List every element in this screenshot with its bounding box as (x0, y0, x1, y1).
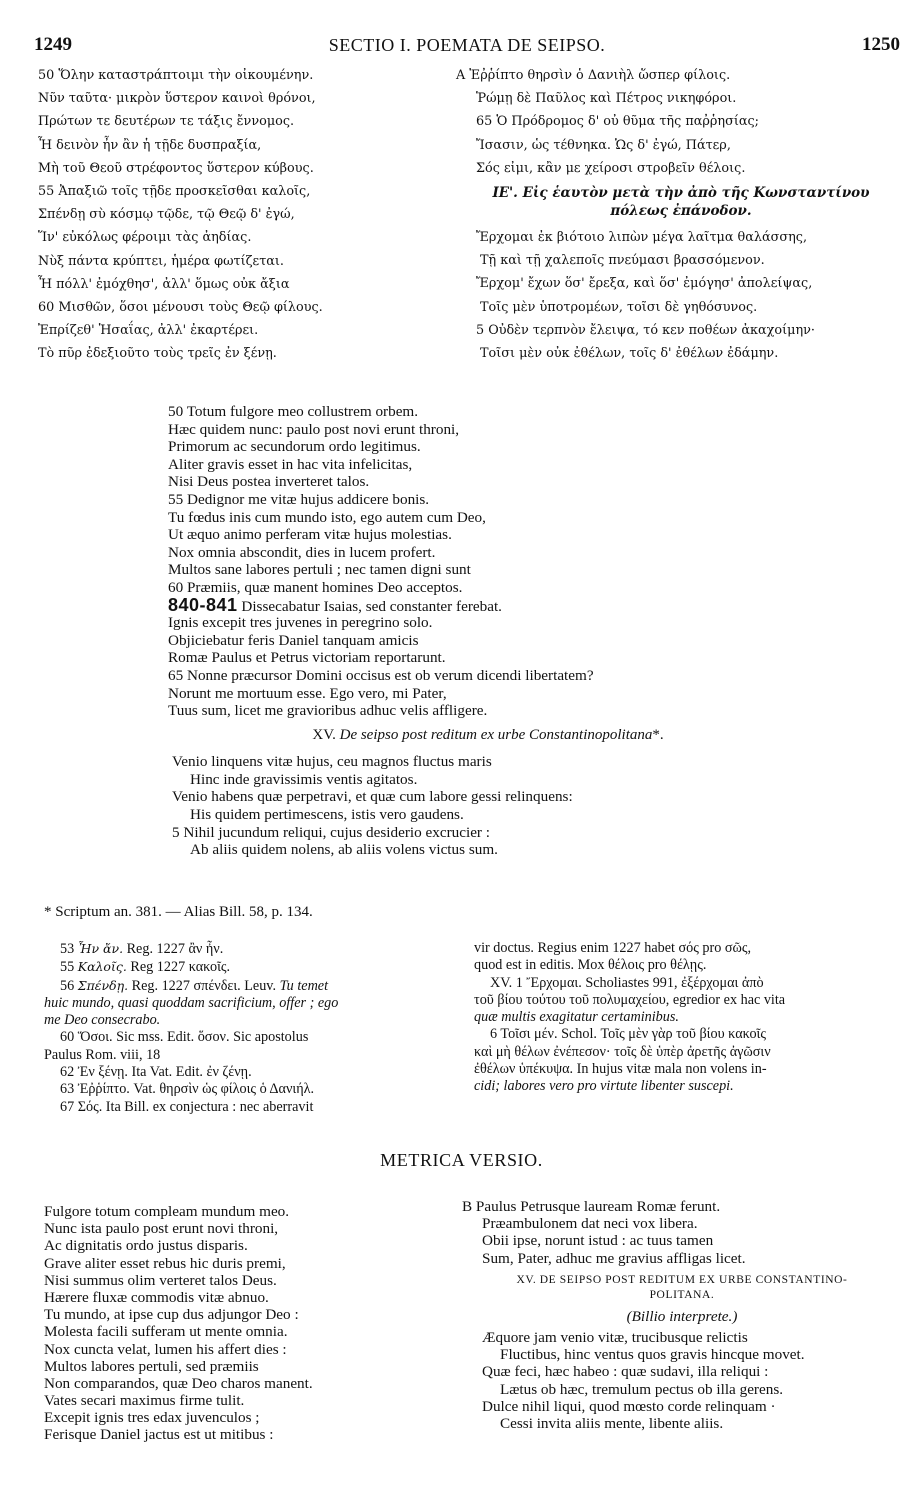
verse-line: Nunc ista paulo post erunt novi throni, (44, 1220, 279, 1238)
note-line: 63 Ἐῤῥίπτο. Vat. θηρσὶν ὡς φίλοις ὁ Δανιήλ. (60, 1081, 315, 1098)
greek-line: Νὺξ πάντα κρύπτει, ἡμέρα φωτίζεται. (38, 253, 284, 269)
verse-left-column (44, 1203, 464, 1444)
note-line (44, 958, 464, 976)
note-italic: me Deo consecrabo. (44, 1012, 161, 1029)
verse-poem-title: POLITANA. (649, 1288, 715, 1301)
greek-line: A Ἐῤῥίπτο θηρσὶν ὁ Δανιὴλ ὥσπερ φίλοις. (456, 68, 731, 83)
verse-line: B Paulus Petrusque lauream Romæ ferunt. (462, 1198, 721, 1215)
greek-poem-title-line: πόλεως ἐπάνοδον. (610, 202, 752, 219)
verse-line: Fluctibus, hinc ventus quos gravis hincque movet. (500, 1346, 805, 1364)
note-italic: huic mundo, quasi quoddam sacrificium, offer ; ego (44, 994, 339, 1011)
verse-line: Non comparandos, quæ Deo charos manent. (44, 1374, 313, 1392)
latin-line: Hæc quidem nunc: paulo post novi erunt throni, (168, 420, 460, 438)
latin-line-with-marker (168, 594, 808, 615)
latin-line: Hinc inde gravissimis ventis agitatos. (190, 770, 418, 788)
verse-line: Quæ feci, hæc habeo : quæ sudavi, illa reliqui : (482, 1363, 769, 1381)
note-line (44, 995, 464, 1012)
latin-line: Tuus sum, licet me gravioribus adhuc velis affligere. (168, 702, 488, 720)
page-number-right: 1250 (862, 34, 900, 55)
verse-line: Sum, Pater, adhuc me gravius affligas licet. (482, 1249, 746, 1267)
latin-line: 60 Præmiis, quæ manent homines Deo acceptos. (168, 578, 463, 596)
note-line: 62 Ἐν ξένῃ. Ita Vat. Edit. ἐν ζένῃ. (60, 1064, 252, 1081)
note-line (44, 977, 464, 995)
verse-line: Ferisque Daniel jactus est ut mitibus : (44, 1426, 274, 1444)
greek-line: Ἴσασιν, ὡς τέθνηκα. Ὡς δ' ἐγώ, Πάτερ, (476, 137, 731, 153)
column-number-marker: 840-841 (168, 594, 238, 615)
note-line: Paulus Rom. viii, 18 (44, 1046, 161, 1063)
latin-poem-title (168, 720, 808, 754)
verse-line: Cessi invita aliis mente, libente aliis. (500, 1414, 724, 1432)
greek-line: Ἦ πόλλ' ἐμόχθησ', ἀλλ' ὅμως οὐκ ἄξια (38, 276, 290, 292)
latin-translation (168, 403, 808, 859)
footnote-mark: *. (652, 726, 664, 743)
verse-right-column (462, 1198, 902, 1432)
note-line: quod est in editis. Mox θέλοις pro θέλῃς. (474, 957, 707, 974)
note-line (474, 1078, 904, 1095)
verse-line: Molesta facili sufferam ut mente omnia. (44, 1323, 288, 1341)
verse-line: Vates secari maximus firme tulit. (44, 1392, 245, 1410)
verse-line: Obii ipse, norunt istud : ac tuus tamen (482, 1232, 714, 1250)
greek-line: Μὴ τοῦ Θεοῦ στρέφοντος ὕστερον κύβους. (38, 160, 314, 176)
greek-line: Ἐπρίζεθ' Ἡσαΐας, ἀλλ' ἐκαρτέρει. (38, 323, 259, 339)
greek-line: Ἦ δεινὸν ἦν ἂν ἡ τῇδε δυσπραξία, (38, 137, 262, 153)
footnote: * Scriptum an. 381. — Alias Bill. 58, p. 134. (44, 904, 313, 920)
note-line (44, 1012, 464, 1029)
note-text: Reg 1227 κακοῖς. (126, 959, 231, 976)
page-header (34, 34, 900, 58)
greek-line: Τοῖς μὲν ὑποτρομέων, τοῖσι δὲ γηθόσυνος. (480, 299, 758, 315)
notes-right-column (474, 940, 904, 1096)
greek-line: Σός εἰμι, κἂν με χείροσι στροβεῖν θέλοις. (476, 160, 746, 176)
note-line: καὶ μὴ θέλων ἐνέπεσον· τοῖς δὲ ὑπὲρ ἀρετῆς ἀγῶσιν (474, 1043, 771, 1060)
verse-line: Præambulonem dat neci vox libera. (482, 1215, 698, 1233)
greek-poem-title (456, 180, 906, 226)
latin-line: 55 Dedignor me vitæ hujus addicere bonis. (168, 490, 430, 508)
greek-line: Τὸ πῦρ ἐδεξιοῦτο τοὺς τρεῖς ἐν ξένῃ. (38, 346, 277, 362)
latin-line: Norunt me mortuum esse. Ego vero, mi Pater, (168, 684, 447, 702)
verse-line: Nox cuncta velat, lumen his affert dies : (44, 1340, 287, 1358)
latin-line: Romæ Paulus et Petrus victoriam reportarunt. (168, 649, 446, 667)
greek-line: Ἔρχομ' ἔχων ὅσ' ἔρεξα, καὶ ὅσ' ἐμόγησ' ἀπολείψας, (476, 276, 813, 292)
note-line (44, 940, 464, 958)
latin-line: Primorum ac secundorum ordo legitimus. (168, 438, 421, 456)
note-lemma: Ἦν ἄν. (77, 941, 124, 956)
note-number: 55 (60, 959, 75, 976)
verse-line: Dulce nihil liqui, quod mœsto corde relinquam · (482, 1397, 776, 1415)
latin-line: Venio habens quæ perpetravi, et quæ cum labore gessi relinquens: (172, 788, 573, 806)
latin-line: Ab aliis quidem nolens, ab aliis volens victus sum. (190, 841, 498, 859)
note-line: 67 Σός. Ita Bill. ex conjectura : nec aberravit (60, 1098, 314, 1115)
verse-line: Grave aliter esset rebus hic duris premi, (44, 1254, 286, 1272)
greek-line: Νῦν ταῦτα· μικρὸν ὕστερον καινοὶ θρόνοι, (38, 91, 316, 107)
greek-line: Ῥώμῃ δὲ Παῦλος καὶ Πέτρος νικηφόροι. (476, 91, 737, 107)
poem-number: XV. (312, 726, 336, 743)
note-line: τοῦ βίου τούτου τοῦ πολυμαχείου, egredior ex hac vita (474, 991, 786, 1008)
note-text: Reg. 1227 ἂν ἦν. (123, 941, 224, 957)
latin-line: Venio linquens vitæ hujus, ceu magnos fluctus maris (172, 753, 492, 771)
latin-line: 65 Nonne præcursor Domini occisus est ob verum dicendi libertatem? (168, 666, 594, 684)
verse-line: Lætus ob hæc, tremulum pectus ob illa gerens. (500, 1380, 784, 1398)
latin-line: Nox omnia abscondit, dies in lucem profert. (168, 543, 436, 561)
verse-line: Multos labores pertuli, sed præmiis (44, 1357, 259, 1375)
note-italic: cidi; labores vero pro virtute libenter suscepi. (474, 1078, 734, 1095)
greek-line: 55 Ἀπαξιῶ τοῖς τῇδε προσκεῖσθαι καλοῖς, (38, 183, 311, 199)
greek-line: Ἔρχομαι ἐκ βιότοιο λιπὼν μέγα λαῖτμα θαλάσσης, (476, 229, 808, 245)
greek-line: 5 Οὐδὲν τερπνὸν ἔλειψα, τό κεν ποθέων ἀκαχοίμην· (476, 322, 815, 338)
greek-poem-title-line: ΙΕ'. Εἰς ἑαυτὸν μετὰ τὴν ἀπὸ τῆς Κωνσταντίνου (492, 184, 870, 201)
note-lemma: Σπένδῃ. (77, 977, 129, 993)
metrica-versio-heading: METRICA VERSIO. (380, 1150, 543, 1170)
greek-line: Πρώτων τε δευτέρων τε τάξις ἔννομος. (38, 114, 295, 130)
greek-line: Τῇ καὶ τῇ χαλεποῖς πνεύμασι βρασσόμενον. (480, 253, 765, 269)
latin-line: 50 Totum fulgore meo collustrem orbem. (168, 403, 419, 420)
poem-title: De seipso post reditum ex urbe Constantinopolitana (339, 726, 653, 743)
verse-line: Tu mundo, at ipse cup dus adjungor Deo : (44, 1306, 299, 1324)
greek-line: 65 Ὁ Πρόδρομος δ' οὐ θῦμα τῆς παῤῥησίας; (476, 114, 759, 130)
verse-line: Fulgore totum compleam mundum meo. (44, 1203, 290, 1220)
latin-line: Nisi Deus postea inverteret talos. (168, 473, 370, 491)
latin-line: Multos sane labores pertuli ; nec tamen digni sunt (168, 561, 471, 579)
running-title: SECTIO I. POEMATA DE SEIPSO. (328, 35, 606, 55)
latin-line: Tu fœdus inis cum mundo isto, ego autem cum Deo, (168, 508, 486, 526)
latin-line: His quidem pertimescens, istis vero gaudens. (190, 806, 464, 824)
greek-line: Ἵν' εὐκόλως φέροιμι τὰς ἀηδίας. (38, 230, 252, 246)
verse-line: Hærere fluxæ commodis vitæ abnuo. (44, 1288, 269, 1306)
notes-left-column (44, 940, 464, 1116)
note-text: Reg. 1227 σπένδει. Leuv. (128, 977, 280, 994)
greek-line: Τοῖσι μὲν οὐκ ἐθέλων, τοῖς δ' ἐθέλων ἐδάμην. (480, 345, 779, 361)
verse-line: Ac dignitatis ordo justus disparis. (44, 1237, 248, 1255)
note-line (474, 1009, 904, 1026)
note-line: vir doctus. Regius enim 1227 habet σός pro σῶς, (474, 940, 752, 956)
verse-line: Excepit ignis tres edax juvenculos ; (44, 1409, 260, 1427)
latin-line: Aliter gravis esset in hac vita infelicitas, (168, 455, 413, 473)
page-number-left: 1249 (34, 34, 72, 55)
greek-text-left-column (38, 64, 448, 365)
note-line: ἐθέλων ὑπέκυψα. In hujus vitæ mala non volens in- (474, 1061, 767, 1078)
verse-line: Æquore jam venio vitæ, trucibusque relictis (482, 1328, 748, 1346)
note-lemma: Καλοῖς. (77, 959, 127, 975)
latin-line: Objiciebatur feris Daniel tanquam amicis (168, 631, 419, 649)
latin-line: Ut æquo animo perferam vitæ hujus molestias. (168, 526, 452, 544)
greek-line: Σπένδῃ σὺ κόσμῳ τῷδε, τῷ Θεῷ δ' ἐγώ, (38, 207, 295, 223)
verse-line: Nisi summus olim verteret talos Deus. (44, 1271, 277, 1289)
note-number: 53 (60, 941, 75, 957)
note-line: 60 Ὅσοι. Sic mss. Edit. ὅσον. Sic apostolus (60, 1029, 309, 1046)
verse-poem-title: XV. DE SEIPSO POST REDITUM EX URBE CONSTANTINO- (516, 1273, 848, 1286)
greek-line: 60 Μισθῶν, ὅσοι μένουσι τοὺς Θεῷ φίλους. (38, 299, 323, 315)
latin-line: 5 Nihil jucundum reliqui, cujus desiderio excrucier : (172, 823, 491, 841)
note-italic: Tu temet (279, 977, 329, 994)
latin-line: Dissecabatur Isaias, sed constanter ferebat. (241, 597, 502, 615)
note-italic: quæ multis exagitatur certaminibus. (474, 1009, 679, 1026)
translator-attribution: (Billio interprete.) (626, 1307, 738, 1325)
note-number: 56 (60, 977, 75, 994)
greek-text-right-column (456, 64, 906, 365)
note-line: 6 Τοῖσι μέν. Schol. Τοῖς μὲν γὰρ τοῦ βίου κακοῖς (490, 1026, 766, 1043)
note-line: XV. 1 Ἔρχομαι. Scholiastes 991, ἐξέρχομαι ἀπὸ (490, 974, 764, 991)
greek-line: 50 Ὅλην καταστράπτοιμι τὴν οἰκουμένην. (38, 68, 314, 83)
latin-line: Ignis excepit tres juvenes in peregrino solo. (168, 614, 433, 632)
